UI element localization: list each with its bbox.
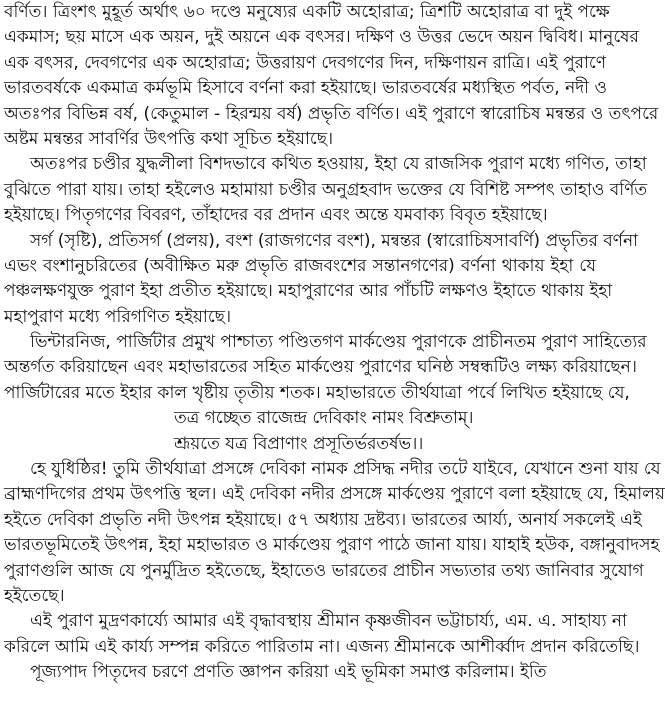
text-line: ভিন্টারনিজ, পার্জিটার প্রমুখ পাশ্চাত্য পণ্ডিতগণ মার্কণ্ডেয় পুরাণকে প্রাচীনতম পুরাণ সাহিত্যের xyxy=(30,332,647,353)
text-line: বুঝিতে পারা যায়। তাহা হইলেও মহামায়া চণ্ডীর অনুগ্রহবাদ ভক্তের যে বিশিষ্ট সম্পৎ তাহাও বর্ণিত xyxy=(4,179,648,200)
text-line: ভারতবর্ষকে একমাত্র কর্মভূমি হিসাবে বর্ণনা করা হইয়াছে। ভারতবর্ষের মধ্যস্থিত পর্বত, নদী ও xyxy=(4,78,607,99)
text-line: ভারতভূমিতেই উৎপন্ন, ইহা মহাভারত ও মার্কণ্ডেয় পুরাণ পাঠে জানা যায়। যাহাই হউক, বঙ্গানুবাদসহ xyxy=(4,535,660,556)
text-line: হইতে দেবিকা প্রভৃতি নদী উৎপন্ন হইয়াছে। ৫৭ অধ্যায় দ্রষ্টব্য। ভারতের আর্য্য, অনার্য সকলেই এই xyxy=(4,509,642,530)
text-line: বর্ণিত। ত্রিংশৎ মুহূর্ত অর্থাৎ ৬০ দণ্ডে মনুষ্যের একটি অহোরাত্র; ত্রিশটি অহোরাত্র বা দুই পক্ষে xyxy=(4,2,610,22)
text-line: এক বৎসর, দেবগণের এক অহোরাত্র; উত্তরায়ণ দেবগণের দিন, দক্ষিণায়ন রাত্রি। এই পুরাণে xyxy=(4,52,607,73)
text-line: পঞ্চলক্ষণযুক্ত পুরাণ ইহা প্রতীত হইয়াছে। মহাপুরাণের আর পাঁচটি লক্ষণও ইহাতে থাকায় ইহা xyxy=(4,281,613,302)
verse-line: শ্রূয়তে যত্র বিপ্রাণাং প্রসূতির্ভরতর্ষভ।। xyxy=(174,433,424,454)
text-line: অতঃপর বিভিন্ন বর্ষ, (কেতুমাল - হিরন্ময় বর্ষ) প্রভৃতি বর্ণিত। এই পুরাণে স্বারোচিষ মন্বন্তর ও তৎপরে xyxy=(4,103,659,124)
paragraph xyxy=(4,609,640,660)
verse-block xyxy=(4,406,596,457)
verse-line: তত্র গচ্ছেত রাজেন্দ্র দেবিকাং নামং বিশ্রুতাম্। xyxy=(174,408,474,429)
paragraph xyxy=(4,152,648,228)
text-line: হইয়াছে। পিতৃগণের বিবরণ, তাঁহাদের বর প্রদান এবং অন্তে যমবাক্য বিবৃত হইয়াছে। xyxy=(4,205,548,226)
text-line: পুরাণগুলি আজ যে পুনর্মুদ্রিত হইতেছে, ইহাতেও ভারতের প্রাচীন সভ্যতার তথ্য জানিবার সুযোগ xyxy=(4,560,644,581)
text-line: ব্রাহ্মণদিগের প্রথম উৎপত্তি স্থল। এই দেবিকা নদীর প্রসঙ্গে মার্কণ্ডেয় পুরাণে বলা হইয়াছে যে, হিমালয় xyxy=(4,484,665,505)
text-line: অতঃপর চণ্ডীর যুদ্ধলীলা বিশদভাবে কথিত হওয়ায়, ইহা যে রাজসিক পুরাণ মধ্যে গণিত, তাহা xyxy=(30,154,647,175)
paragraph xyxy=(4,457,665,609)
text-line: পূজ্যপাদ পিতৃদেব চরণে প্রণতি জ্ঞাপন করিয়া এই ভূমিকা সমাপ্ত করিলাম। ইতি xyxy=(30,662,547,683)
text-line: এই পুরাণ মুদ্রণকার্য্যে আমার এই বৃদ্ধাবস্থায় শ্রীমান কৃষ্ণজীবন ভট্টাচার্য্য, এম. এ. সাহায্য না xyxy=(30,611,627,632)
paragraph xyxy=(4,330,647,406)
text-line: মহাপুরাণ মধ্যে পরিগণিত হইয়াছে। xyxy=(4,306,232,327)
text-line: অন্তর্গত করিয়াছেন এবং মহাভারতের সহিত মার্কণ্ডেয় পুরাণের ঘনিষ্ঠ সম্বন্ধটিও লক্ষ্য করিয়াছেন। xyxy=(4,357,637,378)
text-line: হে যুধিষ্ঠির! তুমি তীর্থযাত্রা প্রসঙ্গে দেবিকা নামক প্রসিদ্ধ নদীর তটে যাইবে, যেখানে শুনা যায় যে xyxy=(30,459,661,480)
text-line: করিলে আমি এই কার্য্য সম্পন্ন করিতে পারিতাম না। এজন্য শ্রীমানকে আশীর্ব্বাদ প্রদান করিতেছি। xyxy=(4,636,640,657)
text-line: পার্জিটারের মতে ইহার কাল খৃষ্টীয় তৃতীয় শতক। মহাভারতে তীর্থযাত্রা পর্বে লিখিত হইয়াছে যে, xyxy=(4,382,630,403)
text-line: অষ্টম মন্বন্তর সাবর্ণির উৎপত্তি কথা সূচিত হইয়াছে। xyxy=(4,128,334,149)
text-line: হইতেছে। xyxy=(4,585,65,606)
text-line: এভং বংশানুচরিতের (অবীক্ষিত মরু প্রভৃতি রাজবংশের সন্তানগণের) বর্ণনা থাকায় ইহা যে xyxy=(4,255,596,276)
paragraph xyxy=(4,0,659,152)
paragraph xyxy=(4,229,639,331)
paragraph xyxy=(4,660,596,685)
text-line: একমাস; ছয় মাসে এক অয়ন, দুই অয়নে এক বৎসর। দক্ষিণ ও উত্তর ভেদে অয়ন দ্বিবিধ। মানুষের xyxy=(4,27,639,48)
text-line: সর্গ (সৃষ্টি), প্রতিসর্গ (প্রলয়), বংশ (রাজগণের বংশ), মন্বন্তর (স্বারোচিষসাবর্ণি) প্রভৃতির বর্ণনা xyxy=(30,230,639,251)
